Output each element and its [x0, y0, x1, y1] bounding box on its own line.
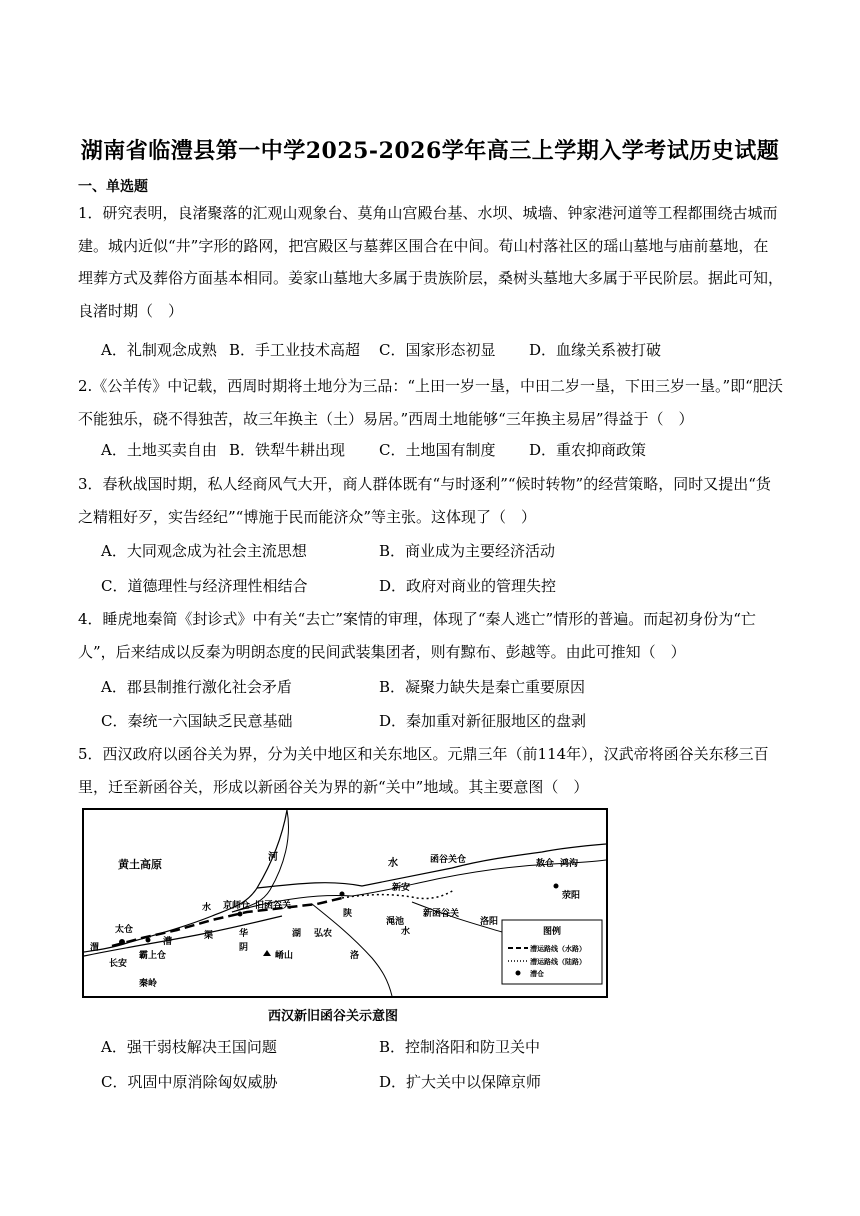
map-label: 长安 — [109, 959, 128, 969]
q4-option-c: C．秦统一六国缺乏民意基础 — [101, 712, 293, 730]
q1-option-d: D．血缘关系被打破 — [529, 341, 662, 359]
map-label: 水 — [401, 927, 411, 937]
map-label: 荥阳 — [562, 891, 581, 901]
map-label: 敖仓 — [536, 859, 555, 869]
question-2-stem: 2.《公羊传》中记载，西周时期将土地分为三品：“上田一岁一垦，中田二岁一垦，下田三岁一垦。”即“肥沃不能独乐，硗不得独苦，故三年换主（土）易居。”西周土地能够“三年换主易居”得益于（ ） — [78, 377, 783, 428]
section-heading: 一、单选题 — [78, 179, 148, 195]
map-label: 洛阳 — [480, 917, 499, 927]
map-label: 鸿沟 — [560, 859, 579, 869]
q2-option-c: C．土地国有制度 — [379, 441, 496, 459]
question-4-stem: 4．睡虎地秦简《封诊式》中有关“去亡”案情的审理，体现了“秦人逃亡”情形的普遍。而起初身份为“亡人”，后来结成以反秦为明朗态度的民间武装集团者，则有黥布、彭越等。由此可推知（ ） — [78, 610, 756, 661]
map-label: 京师仓 — [223, 901, 251, 911]
q2-option-a: A．土地买卖自由 — [101, 441, 217, 459]
q3-option-b: B．商业成为主要经济活动 — [379, 542, 556, 560]
q1-option-a: A．礼制观念成熟 — [101, 341, 217, 359]
map-label: 陕 — [343, 909, 353, 919]
map-label: 新函谷关 — [423, 909, 460, 919]
map-label: 函谷关仓 — [430, 855, 467, 865]
q4-option-d: D．秦加重对新征服地区的盘剥 — [379, 712, 587, 730]
map-label: 湖 — [292, 929, 302, 939]
map-label: 黄土高原 — [118, 858, 162, 871]
question-5-stem: 5．西汉政府以函谷关为界，分为关中地区和关东地区。元鼎三年（前114年），汉武帝将函谷关东移三百里，迁至新函谷关，形成以新函谷关为界的新“关中”地域。其主要意图（ ） — [78, 745, 769, 796]
map-label: 洛 — [350, 951, 360, 961]
q4-option-a: A．郡县制推行激化社会矛盾 — [101, 678, 292, 696]
map-label: 崤山 — [275, 951, 294, 961]
map-label: 渭 — [90, 943, 100, 953]
map-label: 华 — [239, 929, 249, 939]
page-title: 湖南省临澧县第一中学2025-2026学年高三上学期入学考试历史试题 — [80, 138, 780, 164]
q5-option-a: A．强干弱枝解决王国问题 — [101, 1038, 277, 1056]
q5-option-c: C．巩固中原消除匈奴威胁 — [101, 1073, 278, 1091]
q1-option-c: C．国家形态初显 — [379, 341, 496, 359]
map-label: 河 — [268, 852, 278, 863]
q2-option-b: B．铁犁牛耕出现 — [229, 441, 346, 459]
legend-title: 图例 — [542, 927, 562, 937]
map-label: 漕 — [163, 937, 173, 947]
map-figure — [82, 808, 608, 998]
q4-option-b: B．凝聚力缺失是秦亡重要原因 — [379, 678, 586, 696]
map-label: 渠 — [204, 931, 214, 941]
question-1-stem: 1．研究表明，良渚聚落的汇观山观象台、莫角山宫殿台基、水坝、城墙、钟家港河道等工程都围绕古城而建。城内近似“井”字形的路网，把宫殿区与墓葬区围合在中间。荀山村落社区的瑶山墓地与庙前墓地，在埋葬方式及葬俗方面基本相同。姜家山墓地大多属于贵族阶层，桑树头墓地大多属于平民阶层。据此可知，良渚时期（ ） — [78, 204, 784, 320]
map-caption: 西汉新旧函谷关示意图 — [268, 1009, 399, 1024]
map-label: 新安 — [392, 883, 411, 893]
map-label: 水 — [202, 903, 212, 913]
q3-option-a: A．大同观念成为社会主流思想 — [101, 542, 307, 560]
legend-item-land: 漕运路线（陆路） — [530, 958, 586, 966]
map-label: 渑池 — [386, 917, 405, 927]
q5-option-b: B．控制洛阳和防卫关中 — [379, 1038, 541, 1056]
map-label: 秦岭 — [139, 979, 158, 989]
q1-option-b: B．手工业技术高超 — [229, 341, 361, 359]
map-label: 旧函谷关 — [255, 901, 292, 911]
map-label: 霸上仓 — [139, 951, 167, 961]
map-label: 水 — [388, 858, 398, 869]
map-label: 阴 — [239, 943, 249, 953]
map-label: 弘农 — [314, 929, 333, 939]
legend-item-granary: 漕仓 — [530, 970, 544, 978]
q3-option-c: C．道德理性与经济理性相结合 — [101, 577, 308, 595]
question-3-stem: 3．春秋战国时期，私人经商风气大开，商人群体既有“与时逐利”“候时转物”的经营策略，同时又提出“货之精粗好歹，实告经纪”“博施于民而能济众”等主张。这体现了（ ） — [78, 475, 771, 526]
legend-item-water: 漕运路线（水路） — [530, 945, 586, 953]
q3-option-d: D．政府对商业的管理失控 — [379, 577, 557, 595]
q5-option-d: D．扩大关中以保障京师 — [379, 1073, 542, 1091]
map-label: 太仓 — [115, 925, 134, 935]
q2-option-d: D．重农抑商政策 — [529, 441, 647, 459]
